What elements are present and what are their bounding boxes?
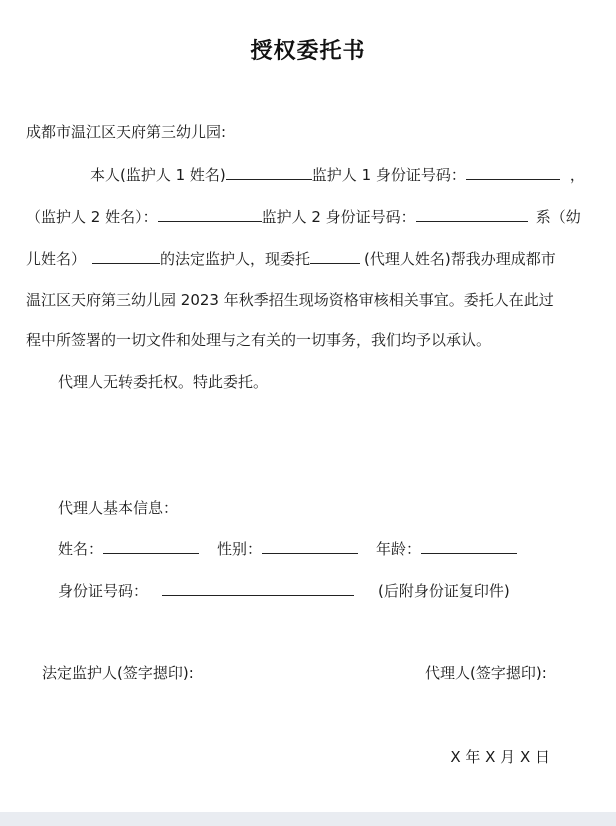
agent-signature-label: 代理人(签字摁印): — [425, 664, 547, 682]
agent-name-field-label: 姓名： — [58, 540, 104, 558]
relation-label: 系（幼 — [535, 208, 581, 226]
guardian2-id-blank[interactable] — [416, 205, 528, 222]
guardian1-name-label: 本人(监护人 1 姓名) — [90, 166, 226, 184]
agent-gender-label: 性别： — [217, 540, 263, 558]
agent-name-field[interactable] — [103, 537, 199, 554]
document-title: 授权委托书 — [250, 39, 366, 64]
guardian1-id-label: 监护人 1 身份证号码： — [311, 166, 466, 184]
agent-name-blank[interactable] — [310, 247, 360, 264]
child-name-label: 儿姓名） — [26, 250, 87, 268]
guardian2-name-label: （监护人 2 姓名）： — [26, 208, 158, 226]
agent-info-heading: 代理人基本信息： — [58, 499, 179, 517]
agent-id-label: 身份证号码： — [58, 582, 149, 600]
agent-id-note: (后附身份证复印件) — [378, 582, 510, 600]
body-line-6: 代理人无转委托权。特此委托。 — [58, 373, 269, 391]
agent-info-row-1 — [58, 537, 517, 560]
body-line-1 — [90, 163, 585, 186]
bottom-scroll-strip — [0, 812, 616, 826]
agent-info-row-2 — [58, 579, 510, 602]
guardian2-id-label: 监护人 2 身份证号码： — [261, 208, 416, 226]
body-line-3 — [26, 247, 556, 270]
body-line-5: 程中所签署的一切文件和处理与之有关的一切事务，我们均予以承认。 — [26, 331, 492, 349]
child-name-blank[interactable] — [92, 247, 160, 264]
body-line-2 — [26, 205, 581, 228]
recipient-line: 成都市温江区天府第三幼儿园: — [26, 123, 227, 141]
comma: ， — [569, 166, 585, 184]
body-line-4: 温江区天府第三幼儿园 2023 年秋季招生现场资格审核相关事宜。委托人在此过 — [26, 291, 554, 309]
guardian1-id-blank[interactable] — [466, 163, 560, 180]
agent-age-field[interactable] — [421, 537, 517, 554]
agent-name-label: (代理人姓名)帮我办理成都市 — [364, 250, 556, 268]
agent-id-field[interactable] — [162, 579, 354, 596]
guardian2-name-blank[interactable] — [158, 205, 262, 222]
agent-gender-field[interactable] — [262, 537, 358, 554]
date-line: X 年 X 月 X 日 — [450, 748, 550, 766]
guardian1-name-blank[interactable] — [226, 163, 312, 180]
agent-age-label: 年龄： — [376, 540, 422, 558]
guardian-clause: 的法定监护人，现委托 — [160, 250, 311, 268]
guardian-signature-label: 法定监护人(签字摁印): — [42, 664, 194, 682]
